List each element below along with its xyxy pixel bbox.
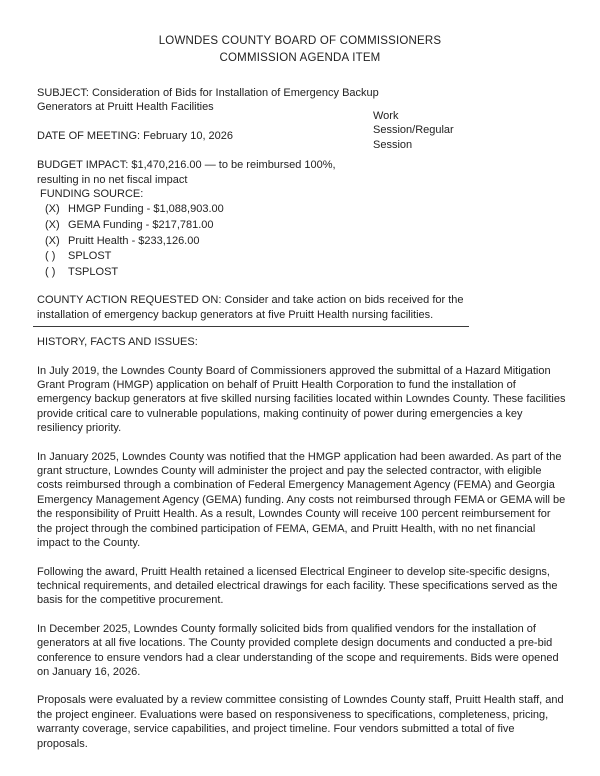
funding-source-item <box>45 265 600 281</box>
funding-label-text: TSPLOST <box>68 265 119 278</box>
funding-checkbox: (X) <box>45 219 60 232</box>
funding-label-text: HMGP Funding - $1,088,903.00 <box>68 203 224 216</box>
funding-label-text: Pruitt Health - $233,126.00 <box>68 234 200 247</box>
funding-label-text: GEMA Funding - $217,781.00 <box>68 219 214 232</box>
meta-section <box>0 86 600 327</box>
document-title-line1: LOWNDES COUNTY BOARD OF COMMISSIONERS <box>158 35 442 47</box>
funding-source-item <box>45 202 600 218</box>
document-title-line2: COMMISSION AGENDA ITEM <box>219 52 381 64</box>
history-paragraphs <box>37 364 570 751</box>
history-paragraph: Proposals were evaluated by a review committee consisting of Lowndes County staff, Pruitt Health staff, and the project engineer. Evaluations were based on responsiveness to specifications, completeness, pricing, warranty coverage, service capabilities, and project timeline. Four vendors submitted a total of five proposals. <box>37 694 564 750</box>
history-heading: HISTORY, FACTS AND ISSUES: <box>37 336 198 349</box>
funding-source-item <box>45 218 600 234</box>
history-paragraph: Following the award, Pruitt Health retained a licensed Electrical Engineer to develop site-specific designs, technical requirements, and detailed electrical drawings for each facility. These specifications served as the basis for the competitive procurement. <box>37 565 558 607</box>
funding-label-text: SPLOST <box>68 250 112 263</box>
history-paragraph: In December 2025, Lowndes County formally solicited bids from qualified vendors for the installation of generators at all five locations. The County provided complete design documents and conducted a pre-bid conference to ensure vendors had a clear understanding of the scope and requirements. Bids were opened on January 16, 2026. <box>37 622 559 678</box>
funding-checkbox: (X) <box>45 203 60 216</box>
funding-checkbox: ( ) <box>45 250 56 263</box>
funding-checkbox: (X) <box>45 234 60 247</box>
budget-impact: BUDGET IMPACT: $1,470,216.00 — to be reimbursed 100%, resulting in no net fiscal impact <box>37 159 336 186</box>
county-action-requested: COUNTY ACTION REQUESTED ON: Consider and take action on bids received for the installation of emergency backup generators at five Pruitt Health nursing facilities. <box>33 293 469 327</box>
funding-source-list <box>45 202 600 280</box>
history-paragraph: In July 2019, the Lowndes County Board of Commissioners approved the submittal of a Hazard Mitigation Grant Program (HMGP) application on behalf of Pruitt Health Corporation to fund the installation of emergency backup generators at five skilled nursing facilities located within Lowndes County. These facilities provide critical care to vulnerable populations, making continuity of power during emergencies a key resiliency priority. <box>37 364 566 435</box>
funding-checkbox: ( ) <box>45 265 56 278</box>
session-type: Work Session/Regular Session <box>373 110 454 151</box>
history-section <box>37 335 570 751</box>
date-of-meeting: DATE OF MEETING: February 10, 2026 <box>37 129 234 142</box>
funding-source-item <box>45 234 600 250</box>
subject-line: SUBJECT: Consideration of Bids for Installation of Emergency Backup Generators at Pruitt Health Facilities <box>37 87 379 114</box>
document-header <box>0 0 600 67</box>
funding-source-item <box>45 249 600 265</box>
history-paragraph: In January 2025, Lowndes County was notified that the HMGP application had been awarded. As part of the grant structure, Lowndes County will administer the project and pay the selected contractor, with eligible costs reimbursed through a combination of Federal Emergency Management Agency (FEMA) and Georgia Emergency Management Agency (GEMA) funding. Any costs not reimbursed through FEMA or GEMA will be the responsibility of Pruitt Health. As a result, Lowndes County will receive 100 percent reimbursement for the project through the combined participation of FEMA, GEMA, and Pruitt Health, with no net financial impact to the County. <box>37 450 566 550</box>
funding-source-label: FUNDING SOURCE: <box>40 188 144 201</box>
